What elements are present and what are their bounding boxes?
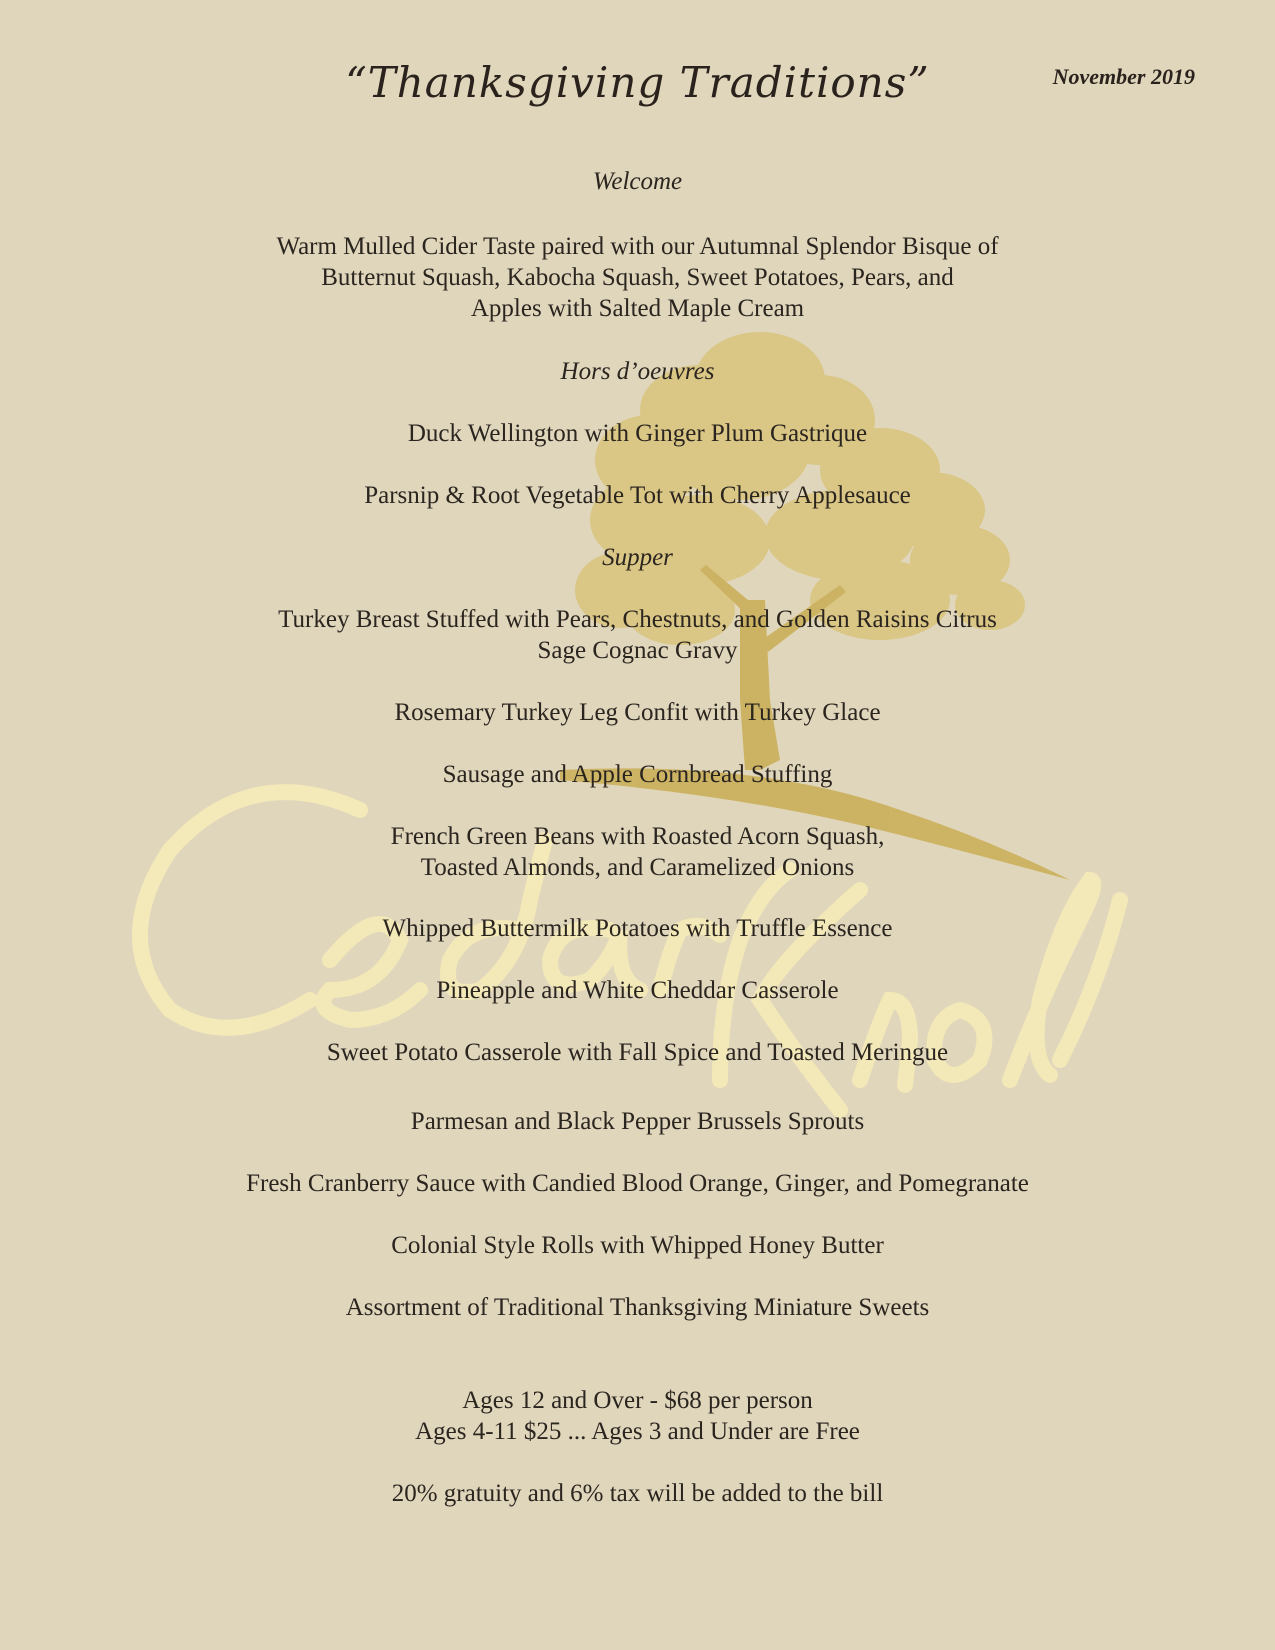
menu-item-line: Sausage and Apple Cornbread Stuffing <box>442 761 833 788</box>
menu-item-line: Warm Mulled Cider Taste paired with our Autumnal Splendor Bisque of <box>276 233 999 260</box>
menu-item-line: Parmesan and Black Pepper Brussels Sprouts <box>410 1108 865 1135</box>
menu-item-line: French Green Beans with Roasted Acorn Squash, <box>390 823 885 850</box>
menu-item-line: Sage Cognac Gravy <box>537 637 738 664</box>
menu-date: November 2019 <box>1052 64 1195 89</box>
menu-title: “Thanksgiving Traditions” <box>345 58 930 107</box>
menu-item-line: Duck Wellington with Ginger Plum Gastrique <box>407 420 868 447</box>
section-heading-supper: Supper <box>602 544 673 571</box>
menu-item-line: Rosemary Turkey Leg Confit with Turkey Glace <box>394 699 881 726</box>
menu-item-line: Assortment of Traditional Thanksgiving Miniature Sweets <box>345 1294 930 1321</box>
menu-item-line: Sweet Potato Casserole with Fall Spice and Toasted Meringue <box>326 1039 949 1066</box>
menu-item-line: Colonial Style Rolls with Whipped Honey Butter <box>391 1232 884 1259</box>
menu-item-line: Parsnip & Root Vegetable Tot with Cherry Applesauce <box>364 482 911 509</box>
menu-item-line: Whipped Buttermilk Potatoes with Truffle Essence <box>382 915 893 942</box>
section-heading-hors-doeuvres: Hors d’oeuvres <box>560 358 715 385</box>
menu-item-line: Butternut Squash, Kabocha Squash, Sweet Potatoes, Pears, and <box>321 264 954 291</box>
pricing-line: Ages 4-11 $25 ... Ages 3 and Under are Free <box>415 1418 860 1445</box>
menu-item-line: Turkey Breast Stuffed with Pears, Chestnuts, and Golden Raisins Citrus <box>278 606 997 633</box>
pricing-line: Ages 12 and Over - $68 per person <box>462 1387 813 1414</box>
section-heading-welcome: Welcome <box>592 168 683 195</box>
menu-item-line: Apples with Salted Maple Cream <box>470 295 805 322</box>
menu-item-line: Fresh Cranberry Sauce with Candied Blood Orange, Ginger, and Pomegranate <box>246 1170 1029 1197</box>
gratuity-note: 20% gratuity and 6% tax will be added to the bill <box>391 1480 884 1507</box>
menu-item-line: Pineapple and White Cheddar Casserole <box>436 977 839 1004</box>
menu-item-line: Toasted Almonds, and Caramelized Onions <box>420 854 855 881</box>
